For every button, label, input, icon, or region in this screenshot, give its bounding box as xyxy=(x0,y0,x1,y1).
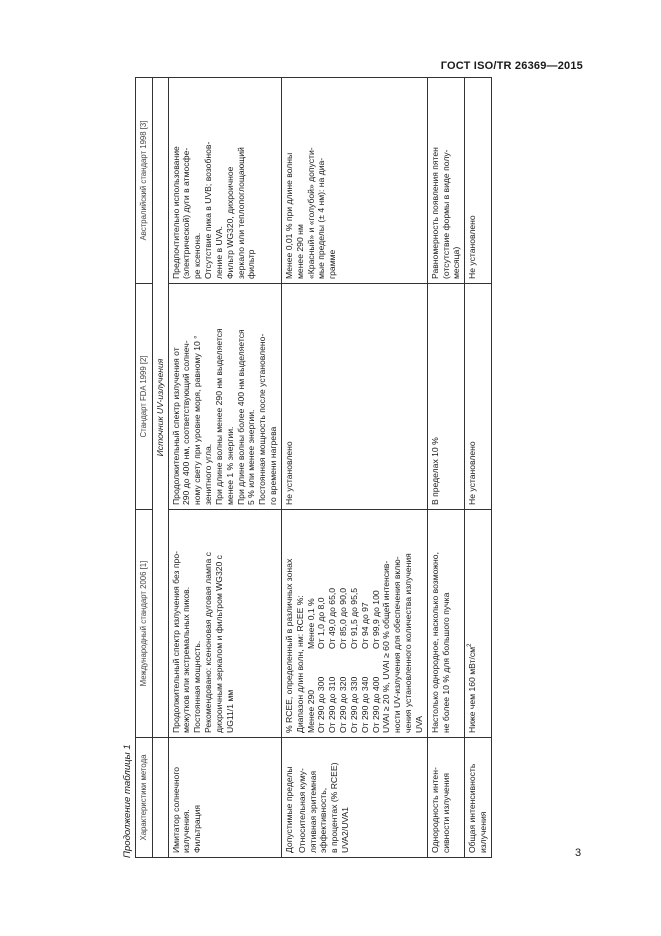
cell-fda xyxy=(465,284,492,510)
text-line: лятивная эритемная xyxy=(307,770,318,853)
text-line: сивности излучения xyxy=(440,772,451,853)
text-line: межутков или экстремальных пиков. xyxy=(181,586,192,733)
text-line: Не установлено xyxy=(467,215,478,279)
text-line: грамме xyxy=(327,249,338,279)
column-header-characteristics: Характеристики метода xyxy=(136,738,153,858)
cell-fda xyxy=(168,284,281,510)
text-line: Фильтрация xyxy=(192,804,203,853)
text-line: При длине волны менее 290 нм выделяется xyxy=(213,328,224,505)
range-value: От 49,0 до 65,0 xyxy=(327,587,338,649)
text-line: дихроичным зеркалом и фильтром WG320 с xyxy=(213,555,224,733)
text-line: Равномерность появления пятен xyxy=(429,147,440,279)
cell-iso xyxy=(168,510,281,738)
text-line: месяца) xyxy=(451,246,462,279)
table-caption: Продолжение таблицы 1 xyxy=(122,744,133,858)
text-line: Рекомендовано: ксеноновая дуговая лампа с xyxy=(203,552,214,733)
text-line: Общая интенсивность xyxy=(467,763,478,853)
section-row xyxy=(152,78,168,858)
cell-australian xyxy=(281,78,427,284)
text-line: Постоянная мощность. xyxy=(192,640,203,733)
text-line: ление в UVA. xyxy=(213,226,224,279)
text-line: Менее 0,01 % при длине волны xyxy=(283,152,294,279)
range-label: От 290 до 330 xyxy=(348,676,359,733)
cell-fda xyxy=(281,284,427,510)
text-line: чения установленного количества излучения xyxy=(403,553,414,733)
text-line: UVA xyxy=(413,715,424,733)
column-header-australian: Австралийский стандарт 1998 [3] xyxy=(136,78,153,284)
text-line: Постоянная мощность после установлено- xyxy=(257,333,268,505)
text-line: ности UV-излучения для обеспечения вклю- xyxy=(392,556,403,733)
text-line: зеркало или теплопоглощающий xyxy=(235,147,246,279)
range-row xyxy=(316,514,327,733)
text-line: Настолько однородное, насколько возможно, xyxy=(429,552,440,733)
text-line: UVA2/UVA1 xyxy=(340,806,351,853)
text-line: Допустимые пределы xyxy=(283,766,294,853)
text-line: излучения xyxy=(478,811,488,853)
column-header-iso: Международный стандарт 2006 [1] xyxy=(136,510,153,738)
text-line: го времени нагрева xyxy=(268,426,279,505)
text-line: фильтр xyxy=(246,249,257,279)
table-row xyxy=(427,78,464,858)
text-line: излучения. xyxy=(181,809,192,853)
range-label: От 290 до 320 xyxy=(338,676,349,733)
text-line: зенитного угла. xyxy=(203,443,214,505)
range-label: От 290 до 310 xyxy=(327,676,338,733)
text-line: Диапазон длин волн, нм: RCEE %: xyxy=(294,595,305,733)
range-value: Менее 0,1 % xyxy=(305,598,316,649)
text-line: в процентах (% RCEE) xyxy=(329,762,340,853)
text-line: Фильтр WG320, дихроичное xyxy=(224,166,235,279)
page-number: 3 xyxy=(575,847,582,859)
cell-australian xyxy=(427,78,464,284)
text-line: 5 % или менее энергии. xyxy=(246,409,257,505)
table-row xyxy=(168,78,281,858)
range-value: От 99,9 до 100 xyxy=(370,590,381,649)
cell-characteristic xyxy=(465,738,492,858)
text-line: Продолжительный спектр излучения от xyxy=(170,347,181,505)
text-line: UVAI ≥ 20 %, UVAI ≥ 60 % общей интенсив- xyxy=(381,560,392,733)
cell-iso xyxy=(465,510,492,738)
section-title: Источник UV-излучения xyxy=(152,78,168,738)
cell-iso xyxy=(427,510,464,738)
range-row xyxy=(338,514,349,733)
range-value: От 94 до 97 xyxy=(359,602,370,649)
cell-australian xyxy=(168,78,281,284)
text-line: UG11/1 мм xyxy=(224,689,235,733)
standards-comparison-table xyxy=(135,77,492,858)
range-value: От 91,5 до 95,5 xyxy=(348,587,359,649)
range-label: От 290 до 340 xyxy=(359,676,370,733)
cell-characteristic xyxy=(427,738,464,858)
text-line: В пределах 10 % xyxy=(429,437,440,505)
text-line: (отсутствие формы в виде полу- xyxy=(440,149,451,279)
text-line: 290 до 400 нм, соответствующий солнеч- xyxy=(181,340,192,505)
text-line: Имитатор солнечного xyxy=(170,766,181,853)
text-line: Не установлено xyxy=(283,441,294,505)
text-line: не более 10 % для большого пучка xyxy=(440,592,451,733)
text-line: % RCEE, определенный в различных зонах xyxy=(283,558,294,733)
rotated-table-block xyxy=(121,78,581,858)
text-line: менее 290 нм xyxy=(294,224,305,279)
text-line: Относительная куму- xyxy=(296,768,307,853)
column-header-fda: Стандарт FDA 1999 [2] xyxy=(136,284,153,510)
text-line: Предпочтительно использование xyxy=(170,146,181,279)
text-line: менее 1 % энергии. xyxy=(224,426,235,505)
text-line: «Красный» и «голубой» допусти- xyxy=(305,147,316,279)
table-row xyxy=(281,78,427,858)
range-label: От 290 до 300 xyxy=(316,676,327,733)
range-row xyxy=(371,514,382,733)
range-row xyxy=(327,514,338,733)
text-line: Не установлено xyxy=(467,441,478,505)
cell-australian xyxy=(465,78,492,284)
table-row xyxy=(465,78,492,858)
text-line: ре ксенона. xyxy=(192,232,203,279)
text-line: Продолжительный спектр излучения без про- xyxy=(170,551,181,733)
text-line: При длине волны более 400 нм выделяется xyxy=(235,329,246,505)
superscript: 2 xyxy=(467,643,474,647)
range-row xyxy=(349,514,360,733)
range-row xyxy=(360,514,371,733)
text-line: Ниже чем 160 мВт/см xyxy=(467,646,478,733)
cell-characteristic xyxy=(168,738,281,858)
cell-characteristic xyxy=(281,738,427,858)
range-value: От 1,0 до 8,0 xyxy=(316,597,327,649)
document-id-header: ГОСТ ISO/TR 26369—2015 xyxy=(440,60,583,72)
text-line: мые пределы (± 4 нм): на диа- xyxy=(316,157,327,279)
range-label: Менее 290 xyxy=(305,689,316,733)
text-line: эффективность, xyxy=(318,787,329,853)
table-header-row xyxy=(136,78,153,858)
range-label: От 290 до 400 xyxy=(370,676,381,733)
text-line: Однородность интен- xyxy=(429,767,440,853)
range-value: От 85,0 до 90,0 xyxy=(338,587,349,649)
range-row xyxy=(306,514,317,733)
cell-fda xyxy=(427,284,464,510)
text-line: Отсутствие пика в UVB; возобнов- xyxy=(203,141,214,279)
text-line: ному свету при уровне моря, равному 10 ° xyxy=(192,335,203,505)
text-line: (электрической) дуги в атмосфе- xyxy=(181,147,192,279)
cell-iso xyxy=(281,510,427,738)
